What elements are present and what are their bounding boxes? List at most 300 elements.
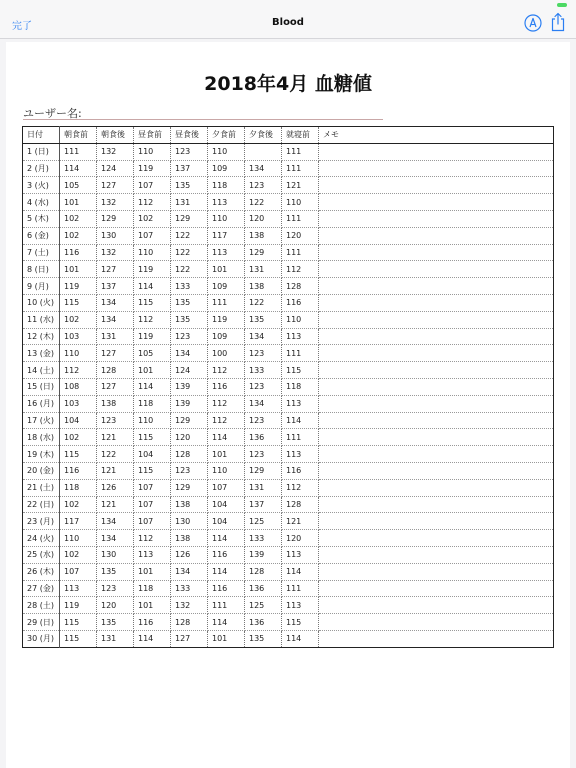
- memo-cell: [319, 580, 554, 597]
- table-row: [23, 177, 554, 194]
- date-cell: 7 (土): [23, 244, 60, 261]
- glucose-cell: 113: [208, 244, 245, 261]
- memo-cell: [319, 143, 554, 160]
- glucose-cell: 123: [171, 143, 208, 160]
- glucose-cell: 114: [282, 563, 319, 580]
- glucose-cell: 122: [97, 446, 134, 463]
- glucose-cell: 118: [282, 378, 319, 395]
- glucose-cell: 119: [208, 311, 245, 328]
- glucose-cell: 131: [245, 479, 282, 496]
- glucose-cell: 111: [282, 345, 319, 362]
- glucose-cell: 113: [282, 597, 319, 614]
- glucose-cell: 128: [171, 614, 208, 631]
- glucose-cell: 114: [208, 563, 245, 580]
- glucose-cell: 128: [171, 446, 208, 463]
- glucose-cell: 111: [282, 143, 319, 160]
- date-cell: 18 (水): [23, 429, 60, 446]
- glucose-cell: 110: [208, 143, 245, 160]
- glucose-cell: 120: [282, 530, 319, 547]
- date-cell: 17 (火): [23, 412, 60, 429]
- glucose-cell: 126: [171, 546, 208, 563]
- glucose-cell: 121: [282, 177, 319, 194]
- glucose-cell: 114: [208, 530, 245, 547]
- memo-cell: [319, 479, 554, 496]
- glucose-cell: 112: [134, 530, 171, 547]
- glucose-cell: 134: [97, 311, 134, 328]
- glucose-cell: 111: [282, 429, 319, 446]
- glucose-cell: 121: [97, 462, 134, 479]
- glucose-cell: 110: [282, 311, 319, 328]
- glucose-cell: 112: [134, 311, 171, 328]
- glucose-cell: 128: [282, 496, 319, 513]
- glucose-cell: 139: [171, 395, 208, 412]
- glucose-cell: 101: [134, 597, 171, 614]
- memo-cell: [319, 614, 554, 631]
- glucose-cell: 129: [245, 244, 282, 261]
- date-cell: 8 (日): [23, 261, 60, 278]
- table-row: [23, 630, 554, 647]
- battery-icon: [557, 3, 567, 7]
- glucose-cell: 113: [60, 580, 97, 597]
- column-header: 夕食後: [245, 127, 282, 144]
- glucose-cell: 135: [171, 177, 208, 194]
- glucose-cell: 128: [245, 563, 282, 580]
- blood-sugar-table: [22, 126, 554, 648]
- glucose-cell: 107: [134, 479, 171, 496]
- memo-cell: [319, 177, 554, 194]
- table-row: [23, 328, 554, 345]
- glucose-cell: 133: [245, 530, 282, 547]
- table-body: [23, 143, 554, 647]
- glucose-cell: 101: [208, 630, 245, 647]
- memo-cell: [319, 412, 554, 429]
- glucose-cell: 116: [282, 462, 319, 479]
- nav-title: Blood: [272, 17, 304, 28]
- glucose-cell: 123: [245, 412, 282, 429]
- table-row: [23, 345, 554, 362]
- table-row: [23, 244, 554, 261]
- glucose-cell: 107: [134, 227, 171, 244]
- glucose-cell: 115: [134, 429, 171, 446]
- glucose-cell: 104: [134, 446, 171, 463]
- glucose-cell: 122: [171, 227, 208, 244]
- column-header: 昼食後: [171, 127, 208, 144]
- glucose-cell: 111: [282, 160, 319, 177]
- glucose-cell: 123: [97, 580, 134, 597]
- glucose-cell: 131: [97, 328, 134, 345]
- glucose-cell: 119: [60, 278, 97, 295]
- column-header: 日付: [23, 127, 60, 144]
- glucose-cell: 101: [208, 446, 245, 463]
- glucose-cell: 139: [171, 378, 208, 395]
- glucose-cell: 122: [245, 194, 282, 211]
- glucose-cell: 114: [208, 429, 245, 446]
- memo-cell: [319, 530, 554, 547]
- glucose-cell: 116: [208, 580, 245, 597]
- glucose-cell: 135: [171, 294, 208, 311]
- glucose-cell: 102: [60, 210, 97, 227]
- glucose-cell: 126: [97, 479, 134, 496]
- glucose-cell: 120: [171, 429, 208, 446]
- glucose-cell: 115: [282, 614, 319, 631]
- memo-cell: [319, 378, 554, 395]
- glucose-cell: 135: [245, 630, 282, 647]
- glucose-cell: 120: [97, 597, 134, 614]
- glucose-cell: 127: [97, 345, 134, 362]
- glucose-cell: 124: [171, 362, 208, 379]
- memo-cell: [319, 244, 554, 261]
- memo-cell: [319, 261, 554, 278]
- markup-pen-icon[interactable]: [524, 14, 542, 32]
- glucose-cell: 115: [60, 630, 97, 647]
- glucose-cell: 116: [282, 294, 319, 311]
- memo-cell: [319, 513, 554, 530]
- glucose-cell: 122: [171, 261, 208, 278]
- glucose-cell: 134: [245, 328, 282, 345]
- table-row: [23, 261, 554, 278]
- table-row: [23, 479, 554, 496]
- date-cell: 26 (木): [23, 563, 60, 580]
- memo-cell: [319, 160, 554, 177]
- glucose-cell: 115: [134, 294, 171, 311]
- memo-cell: [319, 311, 554, 328]
- glucose-cell: 138: [245, 278, 282, 295]
- glucose-cell: 135: [97, 614, 134, 631]
- glucose-cell: 115: [60, 446, 97, 463]
- glucose-cell: 102: [60, 496, 97, 513]
- glucose-cell: 121: [282, 513, 319, 530]
- glucose-cell: 117: [60, 513, 97, 530]
- glucose-cell: 102: [134, 210, 171, 227]
- memo-cell: [319, 496, 554, 513]
- glucose-cell: 130: [171, 513, 208, 530]
- table-row: [23, 210, 554, 227]
- glucose-cell: 112: [60, 362, 97, 379]
- glucose-cell: 118: [134, 395, 171, 412]
- glucose-cell: 113: [134, 546, 171, 563]
- memo-cell: [319, 278, 554, 295]
- memo-cell: [319, 429, 554, 446]
- date-cell: 13 (金): [23, 345, 60, 362]
- glucose-cell: 134: [97, 513, 134, 530]
- table-row: [23, 194, 554, 211]
- glucose-cell: 116: [134, 614, 171, 631]
- glucose-cell: 109: [208, 328, 245, 345]
- date-cell: 20 (金): [23, 462, 60, 479]
- table-row: [23, 294, 554, 311]
- glucose-cell: 110: [134, 412, 171, 429]
- memo-cell: [319, 546, 554, 563]
- glucose-cell: 133: [245, 362, 282, 379]
- glucose-cell: 134: [245, 395, 282, 412]
- table-row: [23, 278, 554, 295]
- glucose-cell: 114: [134, 278, 171, 295]
- date-cell: 14 (土): [23, 362, 60, 379]
- date-cell: 5 (木): [23, 210, 60, 227]
- glucose-cell: 137: [171, 160, 208, 177]
- glucose-cell: 133: [171, 580, 208, 597]
- date-cell: 28 (土): [23, 597, 60, 614]
- glucose-cell: 111: [208, 597, 245, 614]
- glucose-cell: 123: [245, 378, 282, 395]
- glucose-cell: 127: [171, 630, 208, 647]
- glucose-cell: 112: [282, 261, 319, 278]
- glucose-cell: 101: [134, 563, 171, 580]
- glucose-cell: 107: [208, 479, 245, 496]
- glucose-cell: 108: [60, 378, 97, 395]
- table-row: [23, 395, 554, 412]
- table-row: [23, 597, 554, 614]
- table-row: [23, 580, 554, 597]
- glucose-cell: 129: [171, 479, 208, 496]
- document-title: 2018年4月 血糖値: [204, 73, 372, 95]
- date-cell: 3 (火): [23, 177, 60, 194]
- memo-cell: [319, 345, 554, 362]
- glucose-cell: 114: [134, 630, 171, 647]
- date-cell: 2 (月): [23, 160, 60, 177]
- glucose-cell: 127: [97, 378, 134, 395]
- glucose-cell: 109: [208, 278, 245, 295]
- column-header: 昼食前: [134, 127, 171, 144]
- date-cell: 11 (水): [23, 311, 60, 328]
- table-row: [23, 614, 554, 631]
- glucose-cell: 110: [208, 210, 245, 227]
- glucose-cell: 128: [282, 278, 319, 295]
- glucose-cell: 136: [245, 614, 282, 631]
- glucose-cell: 105: [60, 177, 97, 194]
- glucose-cell: 131: [245, 261, 282, 278]
- glucose-cell: 112: [282, 479, 319, 496]
- table-row: [23, 496, 554, 513]
- glucose-cell: 121: [97, 496, 134, 513]
- column-header: 朝食前: [60, 127, 97, 144]
- glucose-cell: 134: [171, 563, 208, 580]
- user-name-underline: [23, 119, 383, 120]
- glucose-cell: 113: [282, 446, 319, 463]
- glucose-cell: 114: [282, 630, 319, 647]
- glucose-cell: 127: [97, 261, 134, 278]
- glucose-cell: 128: [97, 362, 134, 379]
- glucose-cell: 109: [208, 160, 245, 177]
- table-row: [23, 546, 554, 563]
- glucose-cell: 132: [171, 597, 208, 614]
- date-cell: 24 (火): [23, 530, 60, 547]
- glucose-cell: 116: [208, 378, 245, 395]
- glucose-cell: 129: [171, 210, 208, 227]
- glucose-cell: 119: [134, 261, 171, 278]
- memo-cell: [319, 194, 554, 211]
- glucose-cell: 107: [60, 563, 97, 580]
- glucose-cell: [245, 143, 282, 160]
- date-cell: 29 (日): [23, 614, 60, 631]
- glucose-cell: 113: [282, 328, 319, 345]
- glucose-cell: 113: [282, 395, 319, 412]
- glucose-cell: 110: [134, 143, 171, 160]
- glucose-cell: 120: [282, 227, 319, 244]
- glucose-cell: 125: [245, 513, 282, 530]
- glucose-cell: 123: [245, 345, 282, 362]
- glucose-cell: 112: [208, 412, 245, 429]
- table-row: [23, 378, 554, 395]
- glucose-cell: 134: [171, 345, 208, 362]
- glucose-cell: 100: [208, 345, 245, 362]
- date-cell: 12 (木): [23, 328, 60, 345]
- date-cell: 6 (金): [23, 227, 60, 244]
- memo-cell: [319, 328, 554, 345]
- glucose-cell: 111: [282, 244, 319, 261]
- glucose-cell: 114: [134, 378, 171, 395]
- table-header-row: [23, 127, 554, 144]
- glucose-cell: 111: [282, 210, 319, 227]
- glucose-cell: 119: [134, 328, 171, 345]
- date-cell: 15 (日): [23, 378, 60, 395]
- glucose-cell: 114: [60, 160, 97, 177]
- table-row: [23, 530, 554, 547]
- date-cell: 27 (金): [23, 580, 60, 597]
- navigation-bar: [0, 0, 576, 39]
- glucose-cell: 121: [97, 429, 134, 446]
- glucose-cell: 114: [282, 412, 319, 429]
- glucose-cell: 137: [245, 496, 282, 513]
- glucose-cell: 129: [97, 210, 134, 227]
- glucose-cell: 103: [60, 395, 97, 412]
- glucose-cell: 110: [208, 462, 245, 479]
- glucose-cell: 134: [97, 294, 134, 311]
- memo-cell: [319, 362, 554, 379]
- glucose-cell: 116: [60, 244, 97, 261]
- glucose-cell: 115: [282, 362, 319, 379]
- glucose-cell: 116: [60, 462, 97, 479]
- glucose-cell: 125: [245, 597, 282, 614]
- glucose-cell: 138: [171, 496, 208, 513]
- glucose-cell: 103: [60, 328, 97, 345]
- glucose-cell: 118: [60, 479, 97, 496]
- glucose-cell: 123: [97, 412, 134, 429]
- glucose-cell: 123: [171, 328, 208, 345]
- glucose-cell: 101: [60, 194, 97, 211]
- glucose-cell: 131: [97, 630, 134, 647]
- glucose-cell: 134: [97, 530, 134, 547]
- glucose-cell: 111: [60, 143, 97, 160]
- glucose-cell: 130: [97, 546, 134, 563]
- glucose-cell: 130: [97, 227, 134, 244]
- glucose-cell: 138: [97, 395, 134, 412]
- glucose-cell: 135: [97, 563, 134, 580]
- glucose-cell: 102: [60, 227, 97, 244]
- share-icon[interactable]: [550, 12, 566, 32]
- glucose-cell: 101: [134, 362, 171, 379]
- memo-cell: [319, 395, 554, 412]
- glucose-cell: 123: [245, 446, 282, 463]
- glucose-cell: 112: [134, 194, 171, 211]
- glucose-cell: 134: [245, 160, 282, 177]
- glucose-cell: 132: [97, 194, 134, 211]
- glucose-cell: 101: [60, 261, 97, 278]
- table-row: [23, 446, 554, 463]
- glucose-cell: 119: [60, 597, 97, 614]
- table-row: [23, 227, 554, 244]
- glucose-cell: 133: [171, 278, 208, 295]
- glucose-cell: 129: [171, 412, 208, 429]
- table-row: [23, 563, 554, 580]
- glucose-cell: 115: [134, 462, 171, 479]
- glucose-cell: 136: [245, 580, 282, 597]
- column-header: メモ: [319, 127, 554, 144]
- glucose-cell: 110: [60, 530, 97, 547]
- table-row: [23, 513, 554, 530]
- glucose-cell: 122: [171, 244, 208, 261]
- glucose-cell: 135: [245, 311, 282, 328]
- glucose-cell: 132: [97, 143, 134, 160]
- date-cell: 22 (日): [23, 496, 60, 513]
- glucose-cell: 110: [282, 194, 319, 211]
- memo-cell: [319, 210, 554, 227]
- glucose-cell: 120: [245, 210, 282, 227]
- glucose-cell: 119: [134, 160, 171, 177]
- table-row: [23, 311, 554, 328]
- glucose-cell: 118: [134, 580, 171, 597]
- glucose-cell: 102: [60, 429, 97, 446]
- glucose-cell: 105: [134, 345, 171, 362]
- glucose-cell: 107: [134, 496, 171, 513]
- glucose-cell: 104: [208, 513, 245, 530]
- memo-cell: [319, 630, 554, 647]
- date-cell: 30 (月): [23, 630, 60, 647]
- glucose-cell: 115: [60, 294, 97, 311]
- date-cell: 10 (火): [23, 294, 60, 311]
- table-row: [23, 429, 554, 446]
- table-row: [23, 462, 554, 479]
- done-button[interactable]: 完了: [12, 21, 32, 32]
- column-header: 就寝前: [282, 127, 319, 144]
- glucose-cell: 107: [134, 513, 171, 530]
- glucose-cell: 113: [208, 194, 245, 211]
- glucose-cell: 114: [208, 614, 245, 631]
- memo-cell: [319, 227, 554, 244]
- glucose-cell: 124: [97, 160, 134, 177]
- memo-cell: [319, 446, 554, 463]
- glucose-cell: 132: [97, 244, 134, 261]
- glucose-cell: 137: [97, 278, 134, 295]
- date-cell: 9 (月): [23, 278, 60, 295]
- table-row: [23, 412, 554, 429]
- glucose-cell: 116: [208, 546, 245, 563]
- glucose-cell: 129: [245, 462, 282, 479]
- date-cell: 25 (水): [23, 546, 60, 563]
- glucose-cell: 110: [134, 244, 171, 261]
- glucose-cell: 123: [245, 177, 282, 194]
- glucose-cell: 112: [208, 395, 245, 412]
- column-header: 朝食後: [97, 127, 134, 144]
- glucose-cell: 139: [245, 546, 282, 563]
- glucose-cell: 102: [60, 311, 97, 328]
- memo-cell: [319, 462, 554, 479]
- glucose-cell: 111: [208, 294, 245, 311]
- date-cell: 16 (月): [23, 395, 60, 412]
- glucose-cell: 138: [245, 227, 282, 244]
- memo-cell: [319, 294, 554, 311]
- glucose-cell: 117: [208, 227, 245, 244]
- table-row: [23, 160, 554, 177]
- glucose-cell: 131: [171, 194, 208, 211]
- table-row: [23, 362, 554, 379]
- table-row: [23, 143, 554, 160]
- glucose-cell: 101: [208, 261, 245, 278]
- glucose-cell: 104: [60, 412, 97, 429]
- glucose-cell: 135: [171, 311, 208, 328]
- glucose-cell: 118: [208, 177, 245, 194]
- glucose-cell: 107: [134, 177, 171, 194]
